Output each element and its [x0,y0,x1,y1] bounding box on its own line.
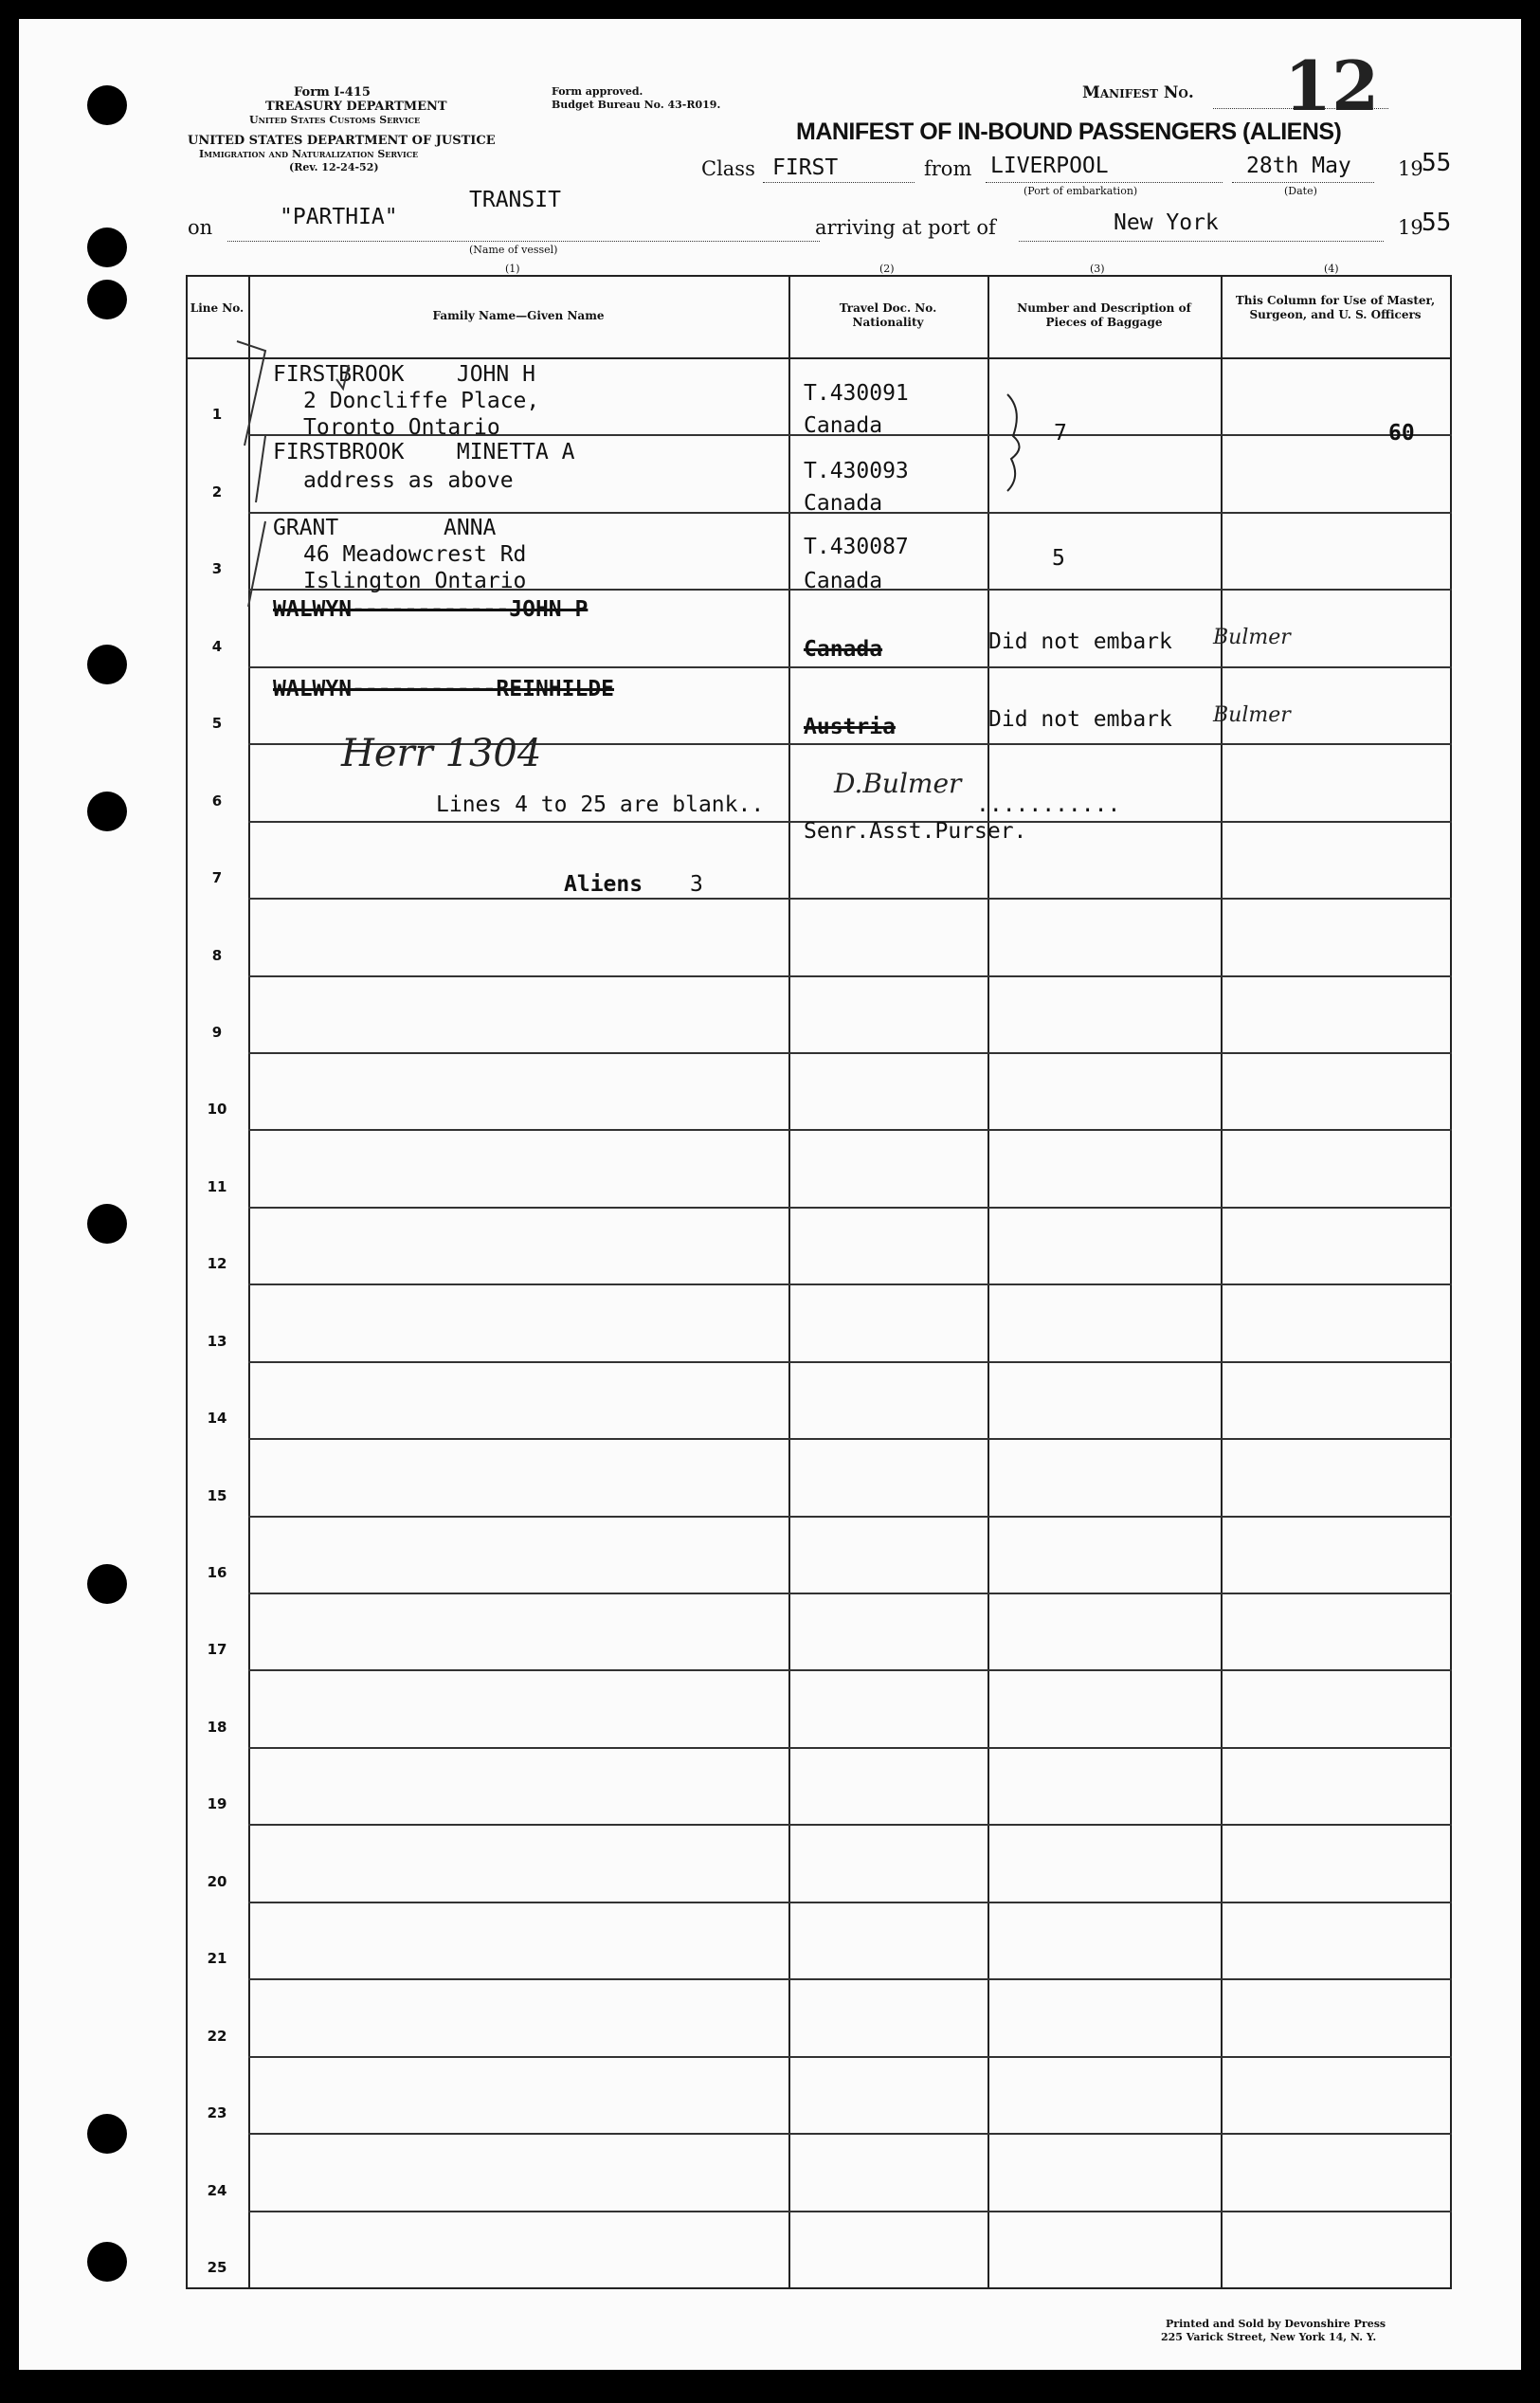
p3-name: GRANT ANNA [273,516,497,540]
vessel-caption: (Name of vessel) [469,244,558,256]
p4-nat: Canada [804,637,883,662]
p1-name: FIRSTBROOK JOHN H [273,362,535,387]
line-number: 21 [207,1950,227,1967]
p3-addr1: 46 Meadowcrest Rd [303,542,527,567]
date-caption: (Date) [1284,185,1317,197]
arrival-line [1019,241,1384,242]
row-divider [248,1902,1452,1903]
row-divider [248,1824,1452,1826]
line-number: 9 [211,1024,223,1041]
line-number: 24 [207,2182,227,2199]
p5-initials: Bulmer [1213,703,1291,727]
line-number: 1 [211,406,223,423]
manifest-no-label: Manifest No. [1082,83,1194,102]
baggage-1-2: 7 [1054,421,1067,446]
p3-addr2: Islington Ontario [303,569,527,593]
col-header-baggage: Number and Description of Pieces of Baggage [1017,301,1191,329]
baggage-3: 5 [1052,546,1065,571]
blank-lines-note: Lines 4 to 25 are blank.. [436,792,765,817]
line-number: 4 [211,638,223,655]
punch-hole [87,2242,127,2282]
date-value: 28th May [1246,154,1351,178]
punch-hole [87,1204,127,1244]
form-rev: (Rev. 12-24-52) [289,161,379,173]
p2-doc: T.430093 [804,459,909,483]
row-divider [248,1516,1452,1518]
row-divider [248,1978,1452,1980]
p4-initials: Bulmer [1213,626,1291,649]
date-line [1232,182,1374,183]
manifest-page [19,19,1521,2370]
punch-hole [87,792,127,831]
check-marks [227,332,351,635]
row-divider [248,1438,1452,1440]
row-divider [248,898,1452,900]
arrival-port: New York [1114,210,1219,235]
printer-line-2: 225 Varick Street, New York 14, N. Y. [1161,2331,1377,2343]
p2-name: FIRSTBROOK MINETTA A [273,440,575,464]
port-caption: (Port of embarkation) [1024,185,1138,197]
p5-note: Did not embark [988,707,1172,732]
line-number: 10 [207,1101,227,1118]
purser-signature: D.Bulmer [834,768,962,799]
p2-addr: address as above [303,468,514,493]
p2-nat: Canada [804,491,883,516]
punch-hole [87,280,127,319]
row-divider [248,2133,1452,2135]
line-number: 5 [211,715,223,732]
line-number: 13 [207,1333,227,1350]
line-number: 19 [207,1795,227,1812]
punch-hole [87,228,127,267]
punch-hole [87,1564,127,1604]
col-num-1: (1) [505,263,520,275]
p5-name: WALWYN-----------REINHILDE [273,677,615,701]
inspector-signature: Herr 1304 [341,732,542,775]
punch-hole [87,2114,127,2154]
punch-hole [87,85,127,125]
line-number: 17 [207,1641,227,1658]
p1-nat: Canada [804,413,883,438]
arriving-label: arriving at port of [815,216,996,239]
aliens-label: Aliens [564,872,643,897]
col-header-travel-doc: Travel Doc. No. Nationality [839,301,937,329]
col-header-officers: This Column for Use of Master, Surgeon, and U. S. Officers [1235,294,1436,321]
year-prefix-1: 19 [1398,157,1423,180]
row-divider [248,1669,1452,1671]
p1-doc: T.430091 [804,381,909,406]
line-number: 20 [207,1873,227,1890]
row-divider [248,1361,1452,1363]
line-number: 11 [207,1178,227,1195]
p4-name: WALWYN------------JOHN P [273,597,589,622]
officer-mark: 60 [1388,421,1415,446]
from-label: from [924,157,972,180]
punch-hole [87,645,127,684]
line-number: 18 [207,1719,227,1736]
manifest-no-value: 12 [1284,46,1380,126]
vessel-name: "PARTHIA" [280,205,398,229]
vessel-line [227,241,820,242]
line-number: 6 [211,792,223,810]
p1-addr1: 2 Doncliffe Place, [303,389,540,413]
year-prefix-2: 19 [1398,216,1423,239]
row-divider [248,2211,1452,2212]
form-ins: Immigration and Naturalization Service [199,148,419,160]
p3-doc: T.430087 [804,535,909,559]
col-num-4: (4) [1324,263,1339,275]
line-number: 7 [211,869,223,886]
p4-note: Did not embark [988,629,1172,654]
line-number: 12 [207,1255,227,1272]
line-number: 3 [211,560,223,577]
col-num-2: (2) [879,263,895,275]
row-divider [248,1052,1452,1054]
line-number: 23 [207,2104,227,2121]
port-value: LIVERPOOL [990,154,1109,178]
row-divider [248,1593,1452,1594]
class-value: FIRST [772,155,839,180]
form-dept: TREASURY DEPARTMENT [265,100,447,114]
p1-addr2: Toronto Ontario [303,415,500,440]
row-divider [248,1283,1452,1285]
row-divider [248,2056,1452,2058]
on-label: on [188,216,213,239]
port-line [986,182,1223,183]
form-id: Form I-415 [294,85,371,100]
printer-line-1: Printed and Sold by Devonshire Press [1166,2318,1386,2330]
line-number: 8 [211,947,223,964]
p3-nat: Canada [804,569,883,593]
line-number: 15 [207,1487,227,1504]
year-value-1: 55 [1422,149,1452,177]
year-value-2: 55 [1422,209,1452,237]
col-header-name: Family Name—Given Name [432,309,605,322]
row-divider [248,666,1452,668]
form-doj: UNITED STATES DEPARTMENT OF JUSTICE [188,134,496,148]
blank-lines-dots: ........... [976,792,1121,817]
col-header-line-no: Line No. [190,301,245,315]
row-divider [248,1747,1452,1749]
brace-mark [1000,391,1038,495]
page-title: MANIFEST OF IN-BOUND PASSENGERS (ALIENS) [796,118,1342,145]
col-num-3: (3) [1090,263,1105,275]
line-number: 25 [207,2259,227,2276]
p5-nat: Austria [804,715,896,739]
class-line [763,182,915,183]
line-number: 14 [207,1410,227,1427]
row-divider [248,1129,1452,1131]
line-number: 22 [207,2028,227,2045]
vessel-note: TRANSIT [469,188,561,212]
aliens-count: 3 [690,872,703,897]
line-number: 16 [207,1564,227,1581]
form-bureau: Budget Bureau No. 43-R019. [552,99,721,111]
row-divider [248,975,1452,977]
form-approval: Form approved. [552,85,643,98]
line-number: 2 [211,483,223,501]
row-divider [248,1207,1452,1209]
class-label: Class [701,157,755,180]
form-service: United States Customs Service [249,114,421,126]
purser-title: Senr.Asst.Purser. [804,819,1027,844]
